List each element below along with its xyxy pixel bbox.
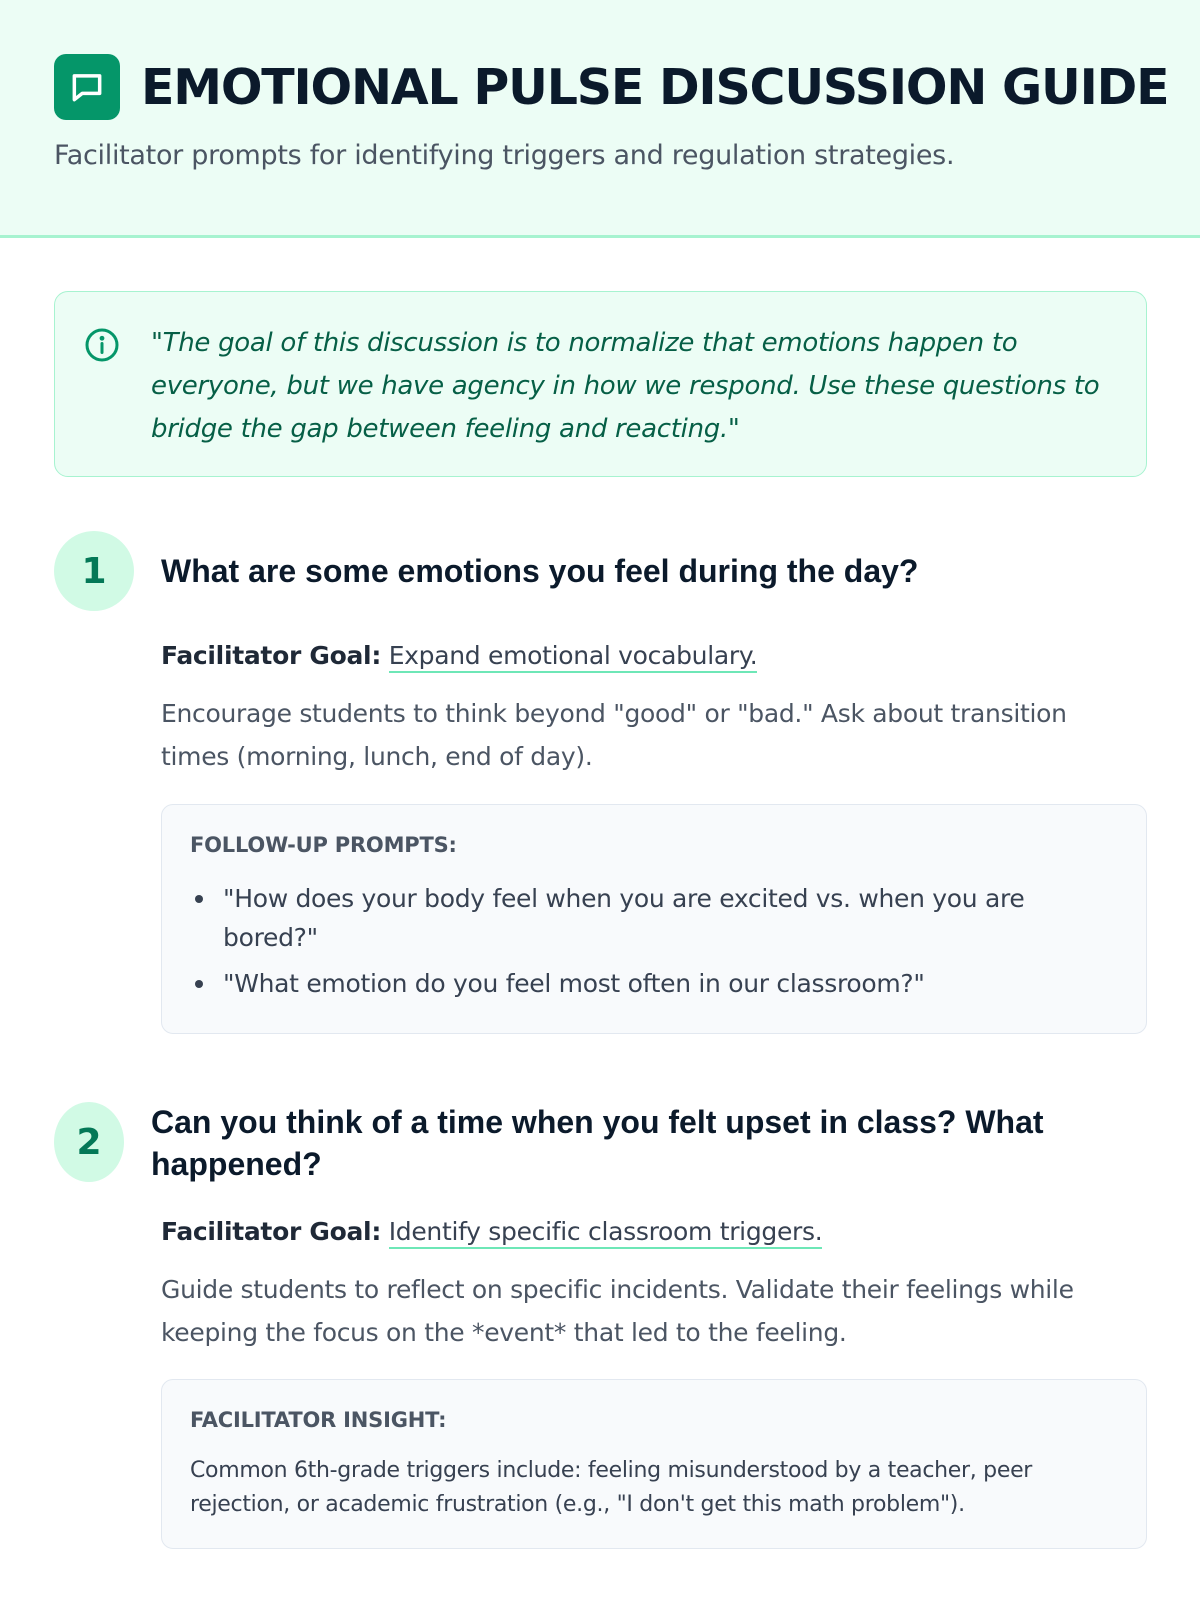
page-header (0, 0, 1200, 238)
list-item (190, 964, 1118, 1003)
list-item (190, 879, 1118, 957)
question-number: 1 (54, 531, 134, 611)
goal-label: Facilitator Goal: (161, 641, 382, 670)
question-number: 2 (54, 1102, 124, 1182)
goal-value: Expand emotional vocabulary. (389, 641, 758, 673)
intro-quote: "The goal of this discussion is to normalize that emotions happen to everyone, but we have agency in how we respond. Use these questions to bridge the gap between feeling and reacting." (151, 328, 1100, 444)
question-description: Guide students to reflect on specific incidents. Validate their feelings while keeping the focus on the *event* that led to the feeling. (161, 1275, 1074, 1347)
prompt-text: "What emotion do you feel most often in our classroom?" (223, 969, 925, 998)
prompt-text: "How does your body feel when you are excited vs. when you are bored?" (223, 884, 1025, 952)
follow-up-title: FOLLOW-UP PROMPTS: (190, 833, 457, 857)
question-title: What are some emotions you feel during the day? (161, 553, 919, 589)
bullet-icon (195, 895, 203, 903)
goal-value: Identify specific classroom triggers. (389, 1217, 823, 1249)
page-title: EMOTIONAL PULSE DISCUSSION GUIDE (141, 58, 1169, 116)
info-icon (84, 327, 120, 367)
page-subtitle: Facilitator prompts for identifying triggers and regulation strategies. (54, 140, 955, 171)
insight-text: Common 6th-grade triggers include: feeling misunderstood by a teacher, peer rejection, or academic frustration (e.g., "I don't get this math problem"). (190, 1458, 1033, 1517)
intro-callout (54, 291, 1147, 477)
facilitator-goal (161, 641, 757, 670)
insight-box (161, 1379, 1147, 1549)
bullet-icon (195, 980, 203, 988)
question-description: Encourage students to think beyond "good" or "bad." Ask about transition times (morning, lunch, end of day). (161, 699, 1067, 771)
follow-up-list (190, 879, 1118, 1003)
chat-bubble-icon (54, 54, 120, 120)
facilitator-goal (161, 1217, 822, 1246)
title-row (54, 54, 1169, 120)
follow-up-box (161, 804, 1147, 1034)
question-title: Can you think of a time when you felt upset in class? What happened? (151, 1104, 1044, 1182)
insight-title: FACILITATOR INSIGHT: (190, 1408, 447, 1432)
goal-label: Facilitator Goal: (161, 1217, 382, 1246)
